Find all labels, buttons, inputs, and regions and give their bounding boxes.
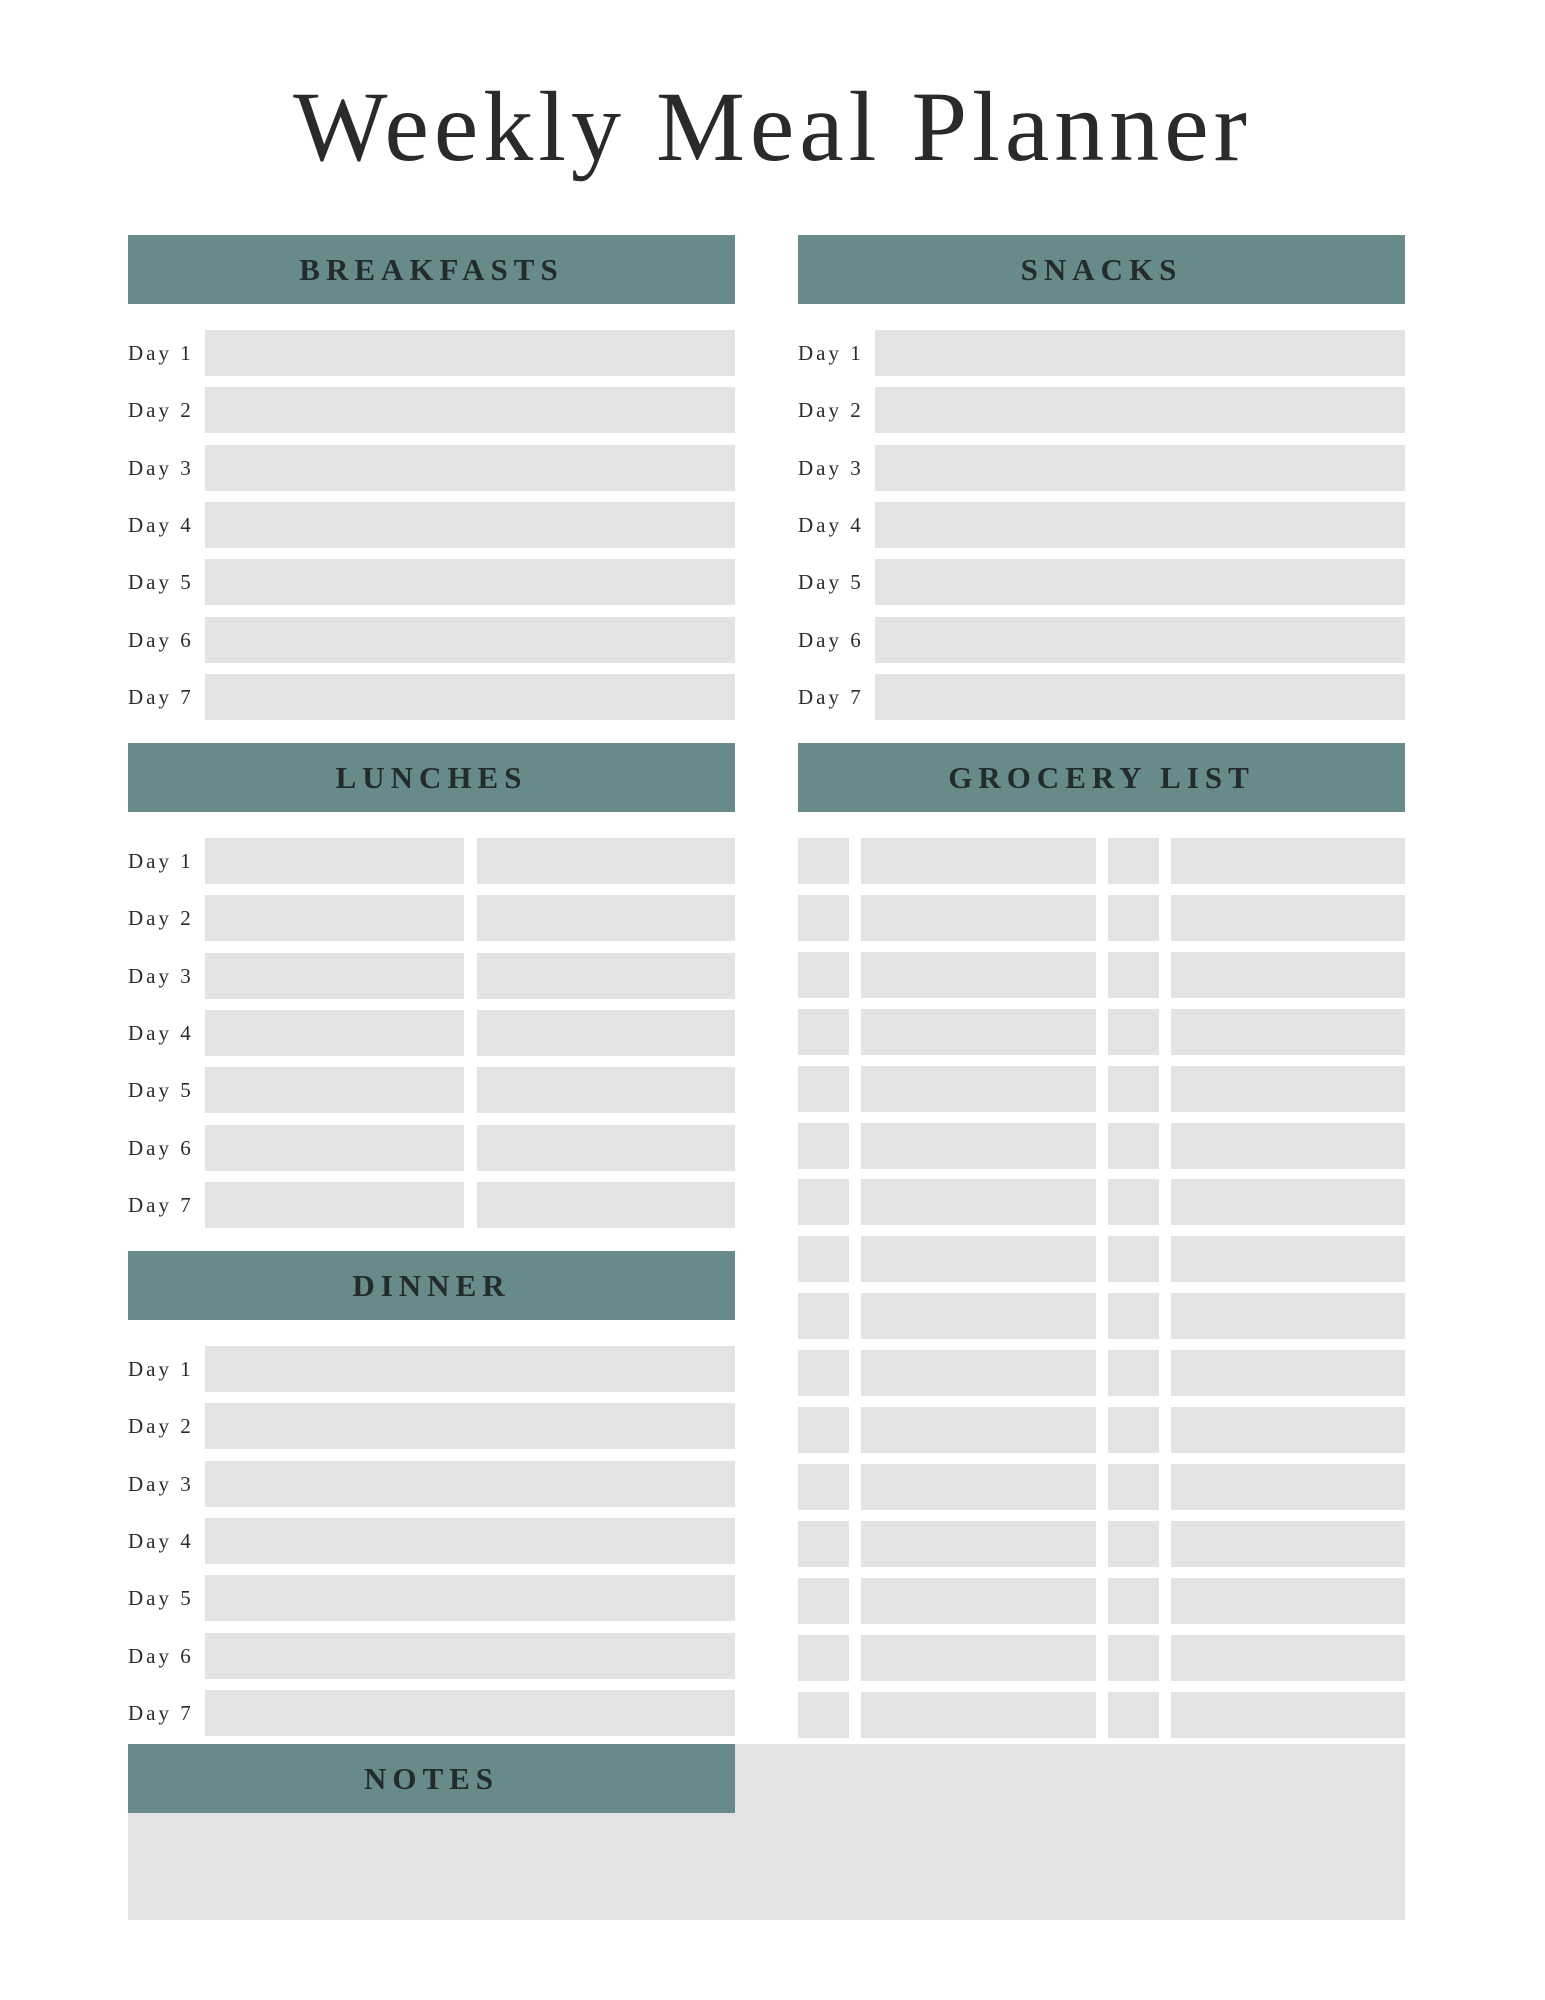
grocery-checkbox[interactable] <box>798 1179 849 1225</box>
breakfasts-day-label: Day 5 <box>128 570 194 595</box>
grocery-checkbox[interactable] <box>798 895 849 941</box>
breakfasts-header: BREAKFASTS <box>128 235 735 304</box>
grocery-item-field[interactable] <box>1171 1407 1405 1453</box>
dinner-day-label: Day 5 <box>128 1586 194 1611</box>
grocery-item-field[interactable] <box>861 1066 1096 1112</box>
dinner-header: DINNER <box>128 1251 735 1320</box>
lunches-day-field[interactable] <box>477 895 735 941</box>
grocery-checkbox[interactable] <box>1108 952 1159 998</box>
snacks-day-field[interactable] <box>875 445 1405 491</box>
grocery-item-field[interactable] <box>861 1464 1096 1510</box>
grocery-checkbox[interactable] <box>1108 1123 1159 1169</box>
grocery-checkbox[interactable] <box>1108 1350 1159 1396</box>
grocery-checkbox[interactable] <box>1108 1407 1159 1453</box>
grocery-checkbox[interactable] <box>798 1066 849 1112</box>
snacks-day-field[interactable] <box>875 387 1405 433</box>
breakfasts-day-field[interactable] <box>205 330 735 376</box>
dinner-day-field[interactable] <box>205 1346 735 1392</box>
grocery-item-field[interactable] <box>861 1179 1096 1225</box>
grocery-item-field[interactable] <box>861 1407 1096 1453</box>
breakfasts-day-label: Day 6 <box>128 627 194 652</box>
grocery-checkbox[interactable] <box>1108 1635 1159 1681</box>
grocery-checkbox[interactable] <box>1108 1521 1159 1567</box>
grocery-checkbox[interactable] <box>798 1236 849 1282</box>
grocery-checkbox[interactable] <box>798 1692 849 1738</box>
grocery-item-field[interactable] <box>1171 895 1405 941</box>
dinner-day-label: Day 4 <box>128 1528 194 1553</box>
grocery-item-field[interactable] <box>1171 1009 1405 1055</box>
dinner-day-field[interactable] <box>205 1575 735 1621</box>
grocery-checkbox[interactable] <box>798 1123 849 1169</box>
lunches-day-field[interactable] <box>477 953 735 999</box>
breakfasts-day-label: Day 7 <box>128 684 194 709</box>
breakfasts-day-label: Day 4 <box>128 512 194 537</box>
grocery-item-field[interactable] <box>861 1692 1096 1738</box>
snacks-day-field[interactable] <box>875 674 1405 720</box>
snacks-day-field[interactable] <box>875 330 1405 376</box>
lunches-day-label: Day 1 <box>128 849 194 873</box>
breakfasts-day-field[interactable] <box>205 387 735 433</box>
breakfasts-day-field[interactable] <box>205 502 735 548</box>
grocery-item-field[interactable] <box>861 1521 1096 1567</box>
grocery-header: GROCERY LIST <box>798 743 1405 812</box>
lunches-day-field[interactable] <box>477 1010 735 1056</box>
dinner-day-label: Day 1 <box>128 1357 194 1381</box>
grocery-item-field[interactable] <box>1171 1521 1405 1567</box>
dinner-day-label: Day 6 <box>128 1643 194 1668</box>
lunches-header: LUNCHES <box>128 743 735 812</box>
breakfasts-day-field[interactable] <box>205 445 735 491</box>
breakfasts-day-label: Day 2 <box>128 398 194 423</box>
grocery-item-field[interactable] <box>1171 1635 1405 1681</box>
breakfasts-day-field[interactable] <box>205 674 735 720</box>
lunches-day-label: Day 6 <box>128 1135 194 1160</box>
dinner-day-field[interactable] <box>205 1690 735 1736</box>
breakfasts-day-field[interactable] <box>205 617 735 663</box>
grocery-checkbox[interactable] <box>798 952 849 998</box>
lunches-day-field[interactable] <box>205 895 464 941</box>
dinner-day-field[interactable] <box>205 1633 735 1679</box>
breakfasts-day-label: Day 1 <box>128 341 194 365</box>
grocery-checkbox[interactable] <box>1108 1692 1159 1738</box>
snacks-day-label: Day 3 <box>798 455 864 480</box>
grocery-item-field[interactable] <box>861 895 1096 941</box>
dinner-day-field[interactable] <box>205 1518 735 1564</box>
lunches-day-label: Day 5 <box>128 1078 194 1103</box>
grocery-item-field[interactable] <box>861 1123 1096 1169</box>
grocery-checkbox[interactable] <box>798 1009 849 1055</box>
grocery-checkbox[interactable] <box>1108 1578 1159 1624</box>
grocery-checkbox[interactable] <box>1108 1179 1159 1225</box>
grocery-item-field[interactable] <box>1171 1464 1405 1510</box>
lunches-day-field[interactable] <box>477 1067 735 1113</box>
grocery-item-field[interactable] <box>1171 1692 1405 1738</box>
dinner-day-label: Day 7 <box>128 1700 194 1725</box>
lunches-day-field[interactable] <box>205 1067 464 1113</box>
grocery-item-field[interactable] <box>861 952 1096 998</box>
dinner-day-field[interactable] <box>205 1461 735 1507</box>
grocery-item-field[interactable] <box>1171 1236 1405 1282</box>
grocery-item-field[interactable] <box>1171 838 1405 884</box>
grocery-checkbox[interactable] <box>1108 1009 1159 1055</box>
notes-area[interactable] <box>128 1813 1405 1920</box>
lunches-day-field[interactable] <box>477 838 735 884</box>
grocery-item-field[interactable] <box>1171 1066 1405 1112</box>
notes-area-right[interactable] <box>735 1744 1405 1813</box>
breakfasts-day-field[interactable] <box>205 559 735 605</box>
grocery-item-field[interactable] <box>1171 1123 1405 1169</box>
grocery-item-field[interactable] <box>861 1578 1096 1624</box>
lunches-day-field[interactable] <box>477 1182 735 1228</box>
grocery-checkbox[interactable] <box>798 1350 849 1396</box>
grocery-item-field[interactable] <box>1171 1578 1405 1624</box>
lunches-day-field[interactable] <box>205 1125 464 1171</box>
lunches-day-label: Day 7 <box>128 1192 194 1217</box>
grocery-checkbox[interactable] <box>798 838 849 884</box>
grocery-item-field[interactable] <box>1171 1350 1405 1396</box>
grocery-checkbox[interactable] <box>798 1464 849 1510</box>
snacks-day-field[interactable] <box>875 502 1405 548</box>
lunches-day-field[interactable] <box>205 1010 464 1056</box>
grocery-item-field[interactable] <box>861 1350 1096 1396</box>
grocery-checkbox[interactable] <box>1108 1066 1159 1112</box>
dinner-day-label: Day 3 <box>128 1471 194 1496</box>
snacks-day-label: Day 5 <box>798 570 864 595</box>
lunches-day-field[interactable] <box>205 953 464 999</box>
lunches-day-field[interactable] <box>205 1182 464 1228</box>
grocery-checkbox[interactable] <box>798 1293 849 1339</box>
lunches-day-field[interactable] <box>477 1125 735 1171</box>
snacks-day-label: Day 2 <box>798 398 864 423</box>
grocery-item-field[interactable] <box>1171 952 1405 998</box>
lunches-day-label: Day 4 <box>128 1020 194 1045</box>
snacks-day-label: Day 7 <box>798 684 864 709</box>
grocery-item-field[interactable] <box>1171 1293 1405 1339</box>
grocery-item-field[interactable] <box>861 1236 1096 1282</box>
dinner-day-label: Day 2 <box>128 1414 194 1439</box>
grocery-checkbox[interactable] <box>1108 1236 1159 1282</box>
notes-header: NOTES <box>128 1744 735 1813</box>
snacks-header: SNACKS <box>798 235 1405 304</box>
grocery-checkbox[interactable] <box>798 1635 849 1681</box>
grocery-checkbox[interactable] <box>798 1578 849 1624</box>
grocery-item-field[interactable] <box>861 1635 1096 1681</box>
snacks-day-field[interactable] <box>875 617 1405 663</box>
snacks-day-field[interactable] <box>875 559 1405 605</box>
grocery-checkbox[interactable] <box>1108 895 1159 941</box>
lunches-day-label: Day 2 <box>128 906 194 931</box>
grocery-checkbox[interactable] <box>1108 1293 1159 1339</box>
snacks-day-label: Day 6 <box>798 627 864 652</box>
snacks-day-label: Day 1 <box>798 341 864 365</box>
snacks-day-label: Day 4 <box>798 512 864 537</box>
dinner-day-field[interactable] <box>205 1403 735 1449</box>
grocery-checkbox[interactable] <box>798 1407 849 1453</box>
page-title: Weekly Meal Planner <box>293 71 1252 182</box>
grocery-checkbox[interactable] <box>1108 838 1159 884</box>
grocery-item-field[interactable] <box>861 838 1096 884</box>
lunches-day-field[interactable] <box>205 838 464 884</box>
grocery-checkbox[interactable] <box>1108 1464 1159 1510</box>
breakfasts-day-label: Day 3 <box>128 455 194 480</box>
grocery-checkbox[interactable] <box>798 1521 849 1567</box>
grocery-item-field[interactable] <box>861 1009 1096 1055</box>
grocery-item-field[interactable] <box>1171 1179 1405 1225</box>
grocery-item-field[interactable] <box>861 1293 1096 1339</box>
lunches-day-label: Day 3 <box>128 963 194 988</box>
